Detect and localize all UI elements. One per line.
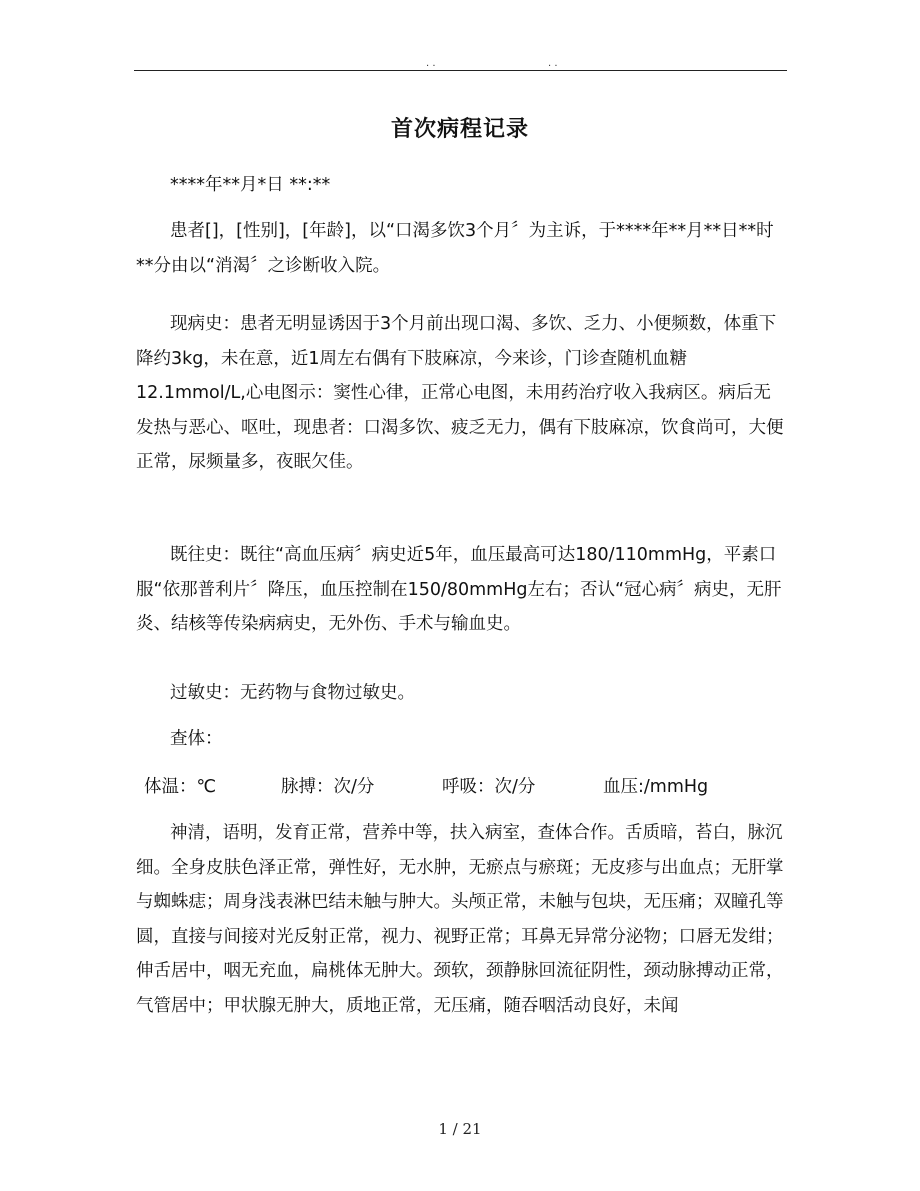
present-illness-paragraph: 现病史：患者无明显诱因于3个月前出现口渴、多饮、乏力、小便频数，体重下降约3kg，未在意，近1周左右偶有下肢麻凉，今来诊，门诊查随机血糖12.1mmol/L,心电图示：窦性心律，正常心电图，未用药治疗收入我病区。病后无发热与恶心、呕吐，现患者：口渴多饮、疲乏无力，偶有下肢麻凉，饮食尚可，大便正常，尿频量多，夜眠欠佳。 bbox=[136, 314, 784, 472]
header-dots-left: . . bbox=[426, 58, 436, 69]
intro-paragraph: 患者[]，[性别]，[年龄]，以“口渴多饮3个月〞为主诉，于****年**月**日**时**分由以“消渴〞之诊断收入院。 bbox=[136, 221, 774, 276]
vitals-row bbox=[144, 770, 794, 804]
header-dots-right: . . bbox=[548, 58, 558, 69]
vital-blood-pressure: 血压:/mmHg bbox=[603, 777, 709, 797]
page-number: 1 / 21 bbox=[438, 1120, 482, 1138]
page-title: 首次病程记录 bbox=[390, 117, 529, 142]
record-datetime: ****年**月*日 **:** bbox=[170, 175, 331, 195]
header-dots bbox=[0, 58, 920, 70]
vital-pulse: 脉搏：次/分 bbox=[281, 777, 375, 797]
allergy-paragraph: 过敏史：无药物与食物过敏史。 bbox=[170, 683, 415, 703]
exam-paragraph: 神清，语明，发育正常，营养中等，扶入病室，查体合作。舌质暗，苔白，脉沉细。全身皮肤色泽正常，弹性好，无水肿，无瘀点与瘀斑；无皮疹与出血点；无肝掌与蜘蛛痣；周身浅表淋巴结未触与肿大。头颅正常，未触与包块，无压痛；双瞳孔等圆，直接与间接对光反射正常，视力、视野正常；耳鼻无异常分泌物；口唇无发绀；伸舌居中，咽无充血，扁桃体无肿大。颈软，颈静脉回流征阴性，颈动脉搏动正常，气管居中；甲状腺无肿大，质地正常，无压痛，随吞咽活动良好，未闻 bbox=[136, 823, 784, 1016]
vital-respiration: 呼吸：次/分 bbox=[442, 777, 536, 797]
past-history-paragraph: 既往史：既往“高血压病〞病史近5年，血压最高可达180/110mmHg，平素口服“依那普利片〞降压，血压控制在150/80mmHg左右；否认“冠心病〞病史，无肝炎、结核等传染病病史，无外伤、手术与输血史。 bbox=[136, 545, 782, 634]
header-rule bbox=[134, 70, 787, 71]
exam-label: 查体： bbox=[170, 729, 223, 749]
vital-temperature: 体温：℃ bbox=[144, 777, 217, 797]
